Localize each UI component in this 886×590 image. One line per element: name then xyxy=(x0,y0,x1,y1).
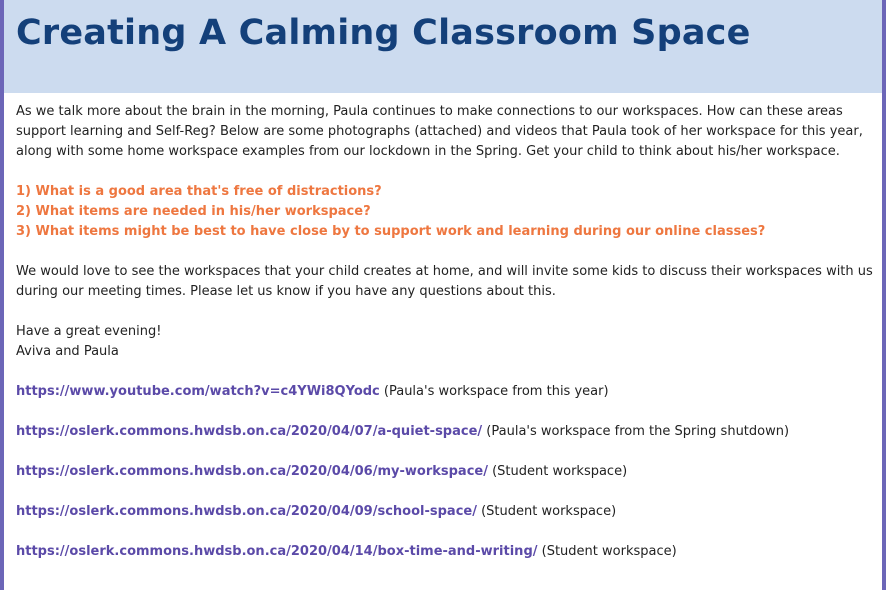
link-row xyxy=(16,542,874,562)
quiet-space-link[interactable]: https://oslerk.commons.hwdsb.on.ca/2020/04/07/a-quiet-space/ xyxy=(16,424,483,439)
invite-paragraph: We would love to see the workspaces that your child creates at home, and will invite some kids to discuss their workspaces with us during our meeting times. Please let us know if you have any questions about this. xyxy=(16,264,873,299)
box-time-link[interactable]: https://oslerk.commons.hwdsb.on.ca/2020/04/14/box-time-and-writing/ xyxy=(16,544,538,559)
spacer xyxy=(16,482,874,502)
spacer xyxy=(16,362,874,382)
link-note: (Paula's workspace from the Spring shutdown) xyxy=(482,424,790,439)
page-title: Creating A Calming Classroom Space xyxy=(16,13,751,53)
link-note: (Student workspace) xyxy=(537,544,677,559)
link-note: (Student workspace) xyxy=(476,504,617,519)
question-list xyxy=(16,182,874,242)
question-item: 2) What items are needed in his/her workspace? xyxy=(16,204,371,219)
link-row xyxy=(16,502,874,522)
link-note: (Paula's workspace from this year) xyxy=(379,384,609,399)
intro-paragraph: As we talk more about the brain in the morning, Paula continues to make connections to our workspaces. How can these areas support learning and Self-Reg? Below are some photographs (attached) and videos that Paula took of her workspace for this year, along with some home workspace examples from our lockdown in the Spring. Get your child to think about his/her workspace. xyxy=(16,104,863,159)
post-body xyxy=(16,102,874,562)
spacer xyxy=(16,522,874,542)
link-row xyxy=(16,462,874,482)
spacer xyxy=(16,402,874,422)
spacer xyxy=(16,242,874,262)
question-item: 3) What items might be best to have close by to support work and learning during our online classes? xyxy=(16,224,766,239)
link-row xyxy=(16,422,874,442)
right-border xyxy=(882,0,886,590)
link-row xyxy=(16,382,874,402)
spacer xyxy=(16,302,874,322)
link-note: (Student workspace) xyxy=(487,464,628,479)
spacer xyxy=(16,442,874,462)
closing-line: Have a great evening! xyxy=(16,324,162,339)
signature-line: Aviva and Paula xyxy=(16,344,119,359)
spacer xyxy=(16,162,874,182)
school-space-link[interactable]: https://oslerk.commons.hwdsb.on.ca/2020/04/09/school-space/ xyxy=(16,504,477,519)
my-workspace-link[interactable]: https://oslerk.commons.hwdsb.on.ca/2020/04/06/my-workspace/ xyxy=(16,464,488,479)
question-item: 1) What is a good area that's free of distractions? xyxy=(16,184,382,199)
youtube-link[interactable]: https://www.youtube.com/watch?v=c4YWi8QYodc xyxy=(16,384,380,399)
